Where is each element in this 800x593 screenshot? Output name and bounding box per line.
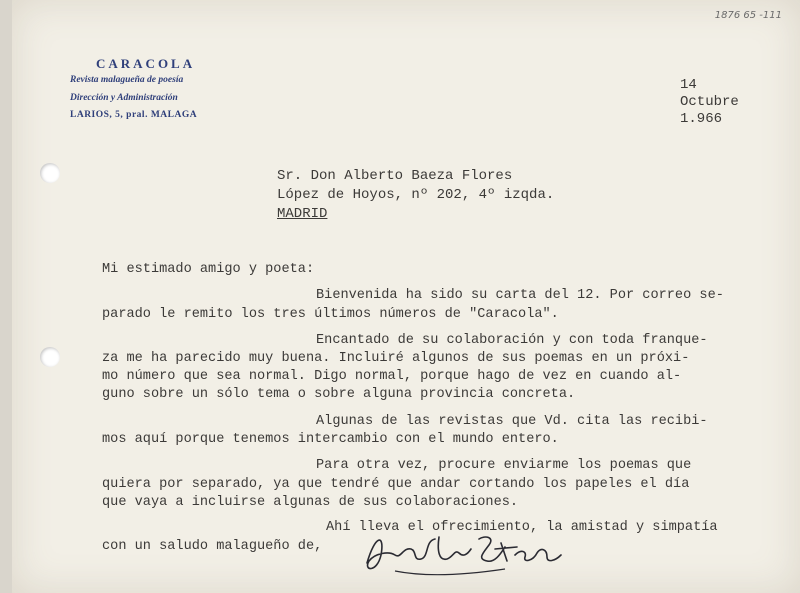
paragraph-line: guno sobre un sólo tema o sobre alguna provincia concreta. [102,387,576,402]
paragraph-line: mos aquí porque tenemos intercambio con el mundo entero. [102,432,559,447]
letterhead-title: CARACOLA [96,56,196,71]
recipient-street: López de Hoyos, nº 202, 4º izqda. [277,187,555,203]
recipient-name: Sr. Don Alberto Baeza Flores [277,168,513,184]
paragraph-line: Algunas de las revistas que Vd. cita las recibi- [316,414,708,429]
date-block [680,77,739,128]
letterhead-direction: Dirección y Administración [70,93,178,103]
archive-number: 1876 65 -111 [714,10,782,21]
paragraph-line: mo número que sea normal. Digo normal, porque hago de vez en cuando al- [102,369,682,384]
punch-hole-bottom [40,347,60,367]
paragraph-line: za me ha parecido muy buena. Incluiré algunos de sus poemas en un próxi- [102,351,690,366]
letterhead-address: LARIOS, 5, pral. MALAGA [70,110,198,120]
paragraph-line: Bienvenida ha sido su carta del 12. Por correo se- [316,288,724,303]
recipient-city: MADRID [277,206,328,222]
handwritten-signature [355,525,575,585]
date-month: Octubre [680,94,739,110]
paragraph-line: con un saludo malagueño de, [102,539,323,554]
punch-hole-top [40,163,60,183]
salutation: Mi estimado amigo y poeta: [102,262,315,277]
paragraph-line: quiera por separado, ya que tendré que andar cortando los papeles el día [102,477,690,492]
paragraph-line: Ahí lleva el ofrecimiento, la amistad y simpatía [326,520,718,535]
letterhead-subtitle: Revista malagueña de poesía [70,75,184,85]
signature-scribble [355,525,575,580]
paragraph-line: parado le remito los tres últimos números de "Caracola". [102,307,559,322]
paragraph-line: que vaya a incluirse algunas de sus colaboraciones. [102,495,519,510]
paragraph-line: Encantado de su colaboración y con toda franque- [316,333,708,348]
paragraph-line: Para otra vez, procure enviarme los poemas que [316,458,692,473]
date-year: 1.966 [680,111,723,127]
date-day: 14 [680,77,697,93]
